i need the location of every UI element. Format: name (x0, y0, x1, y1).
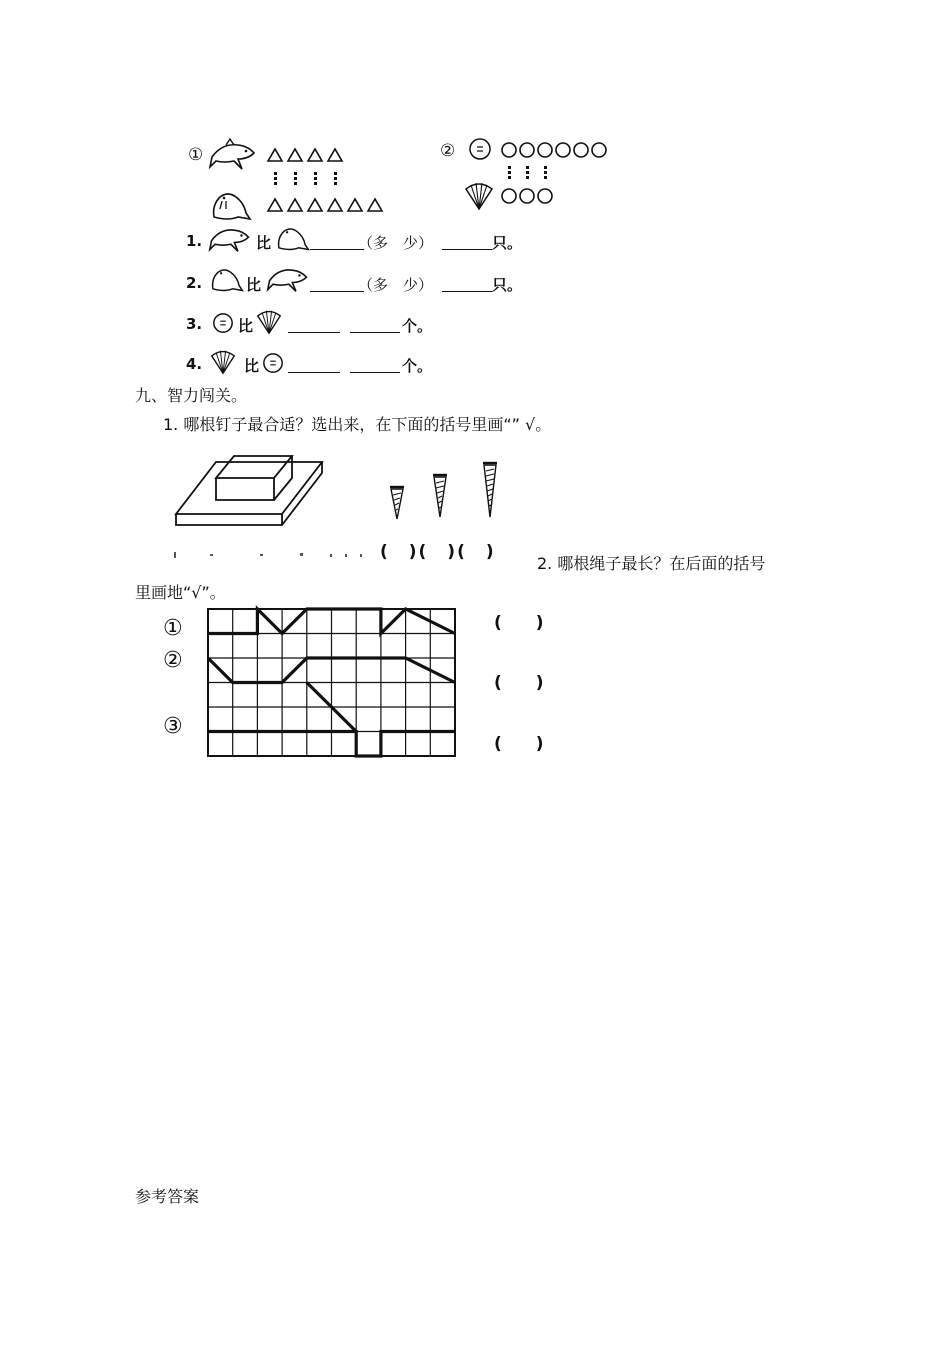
q2-blank-2[interactable] (442, 277, 492, 292)
rope-grid (207, 608, 457, 758)
shell-icon (210, 349, 236, 375)
button-icon (212, 312, 234, 334)
dotted-connectors-2 (500, 165, 580, 181)
dotted-connectors-1 (266, 171, 346, 187)
answers-title: 参考答案 (135, 1187, 200, 1206)
section9-q1: 1. 哪根钉子最合适？选出来，在下面的括号里画“” √。 (163, 415, 552, 434)
q4-unit: 个。 (402, 357, 433, 375)
q4-blank-1[interactable] (288, 358, 340, 373)
q1-blank-2[interactable] (442, 235, 492, 250)
q3-blank-1[interactable] (288, 318, 340, 333)
q4-blank-2[interactable] (350, 358, 400, 373)
q1-choice: （多 少） (358, 234, 434, 252)
q4-bi: 比 (244, 357, 260, 375)
button-icon (262, 352, 284, 374)
q2-number: 2. (186, 274, 203, 292)
q2-bi: 比 (246, 276, 262, 294)
walrus-icon (208, 187, 252, 223)
q2-choice: （多 少） (358, 276, 434, 294)
group2-marker: ② (440, 141, 456, 161)
q2-blank-1[interactable] (310, 277, 364, 292)
rope-3-answer[interactable]: ( ) (494, 734, 544, 754)
block-on-board-figure (172, 450, 327, 530)
q1-number: 1. (186, 232, 203, 250)
circle-row-top (500, 141, 610, 159)
section9-q2-line1: 2. 哪根绳子最长？在后面的括号 (537, 554, 766, 573)
shell-icon (256, 309, 282, 335)
dolphin-icon (208, 137, 258, 173)
q3-blank-2[interactable] (350, 318, 400, 333)
triangle-row-top (266, 147, 346, 163)
q2-unit: 只。 (492, 276, 523, 294)
nail-short-icon (390, 486, 404, 520)
dolphin-icon (208, 223, 252, 255)
triangle-row-bottom (266, 197, 386, 213)
section9-title: 九、智力闯关。 (135, 386, 248, 405)
rope-2-label: ② (163, 648, 183, 673)
q1-bi: 比 (256, 234, 272, 252)
dolphin-icon (266, 263, 310, 295)
shell-icon (464, 181, 494, 211)
group1-marker: ① (188, 145, 204, 165)
q1-blank-1[interactable] (310, 235, 364, 250)
section9-q2-line2: 里画地“√”。 (135, 583, 226, 602)
nail-answer-brackets[interactable]: ( )( )( ) (380, 542, 496, 562)
circle-row-bottom (500, 187, 580, 205)
q3-unit: 个。 (402, 317, 433, 335)
nail-long-icon (483, 462, 497, 518)
walrus-icon (274, 223, 310, 253)
rope-1-label: ① (163, 616, 183, 641)
scan-artifact-dots (170, 548, 380, 562)
q3-bi: 比 (238, 317, 254, 335)
problem8-figure (180, 135, 610, 375)
q3-number: 3. (186, 315, 203, 333)
rope-3-label: ③ (163, 714, 183, 739)
nail-medium-icon (433, 474, 447, 518)
q4-number: 4. (186, 355, 203, 373)
q1-unit: 只。 (492, 234, 523, 252)
rope-2-answer[interactable]: ( ) (494, 673, 544, 693)
rope-1-answer[interactable]: ( ) (494, 613, 544, 633)
button-icon (468, 137, 492, 161)
walrus-icon (208, 263, 244, 295)
